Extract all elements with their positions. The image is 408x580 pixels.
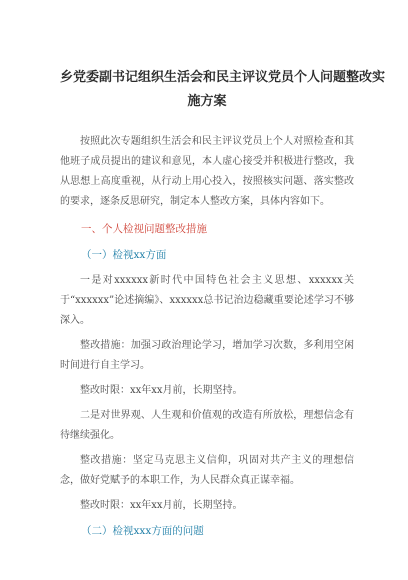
document-body	[60, 132, 354, 541]
intro-paragraph: 按照此次专题组织生活会和民主评议党员上个人对照检查和其他班子成员提出的建议和意见，本人虚心接受并积极进行整改，我从思想上高度重视，从行动上用心投入，按照核实问题、落实整改的要求，逐条反思研究，制定本人整改方案，具体内容如下。	[60, 136, 354, 207]
subsection-heading-1: （一）检视xx方面	[81, 249, 167, 261]
subsection-heading-2: （二）检视xxx方面的问题	[81, 525, 204, 537]
document-title	[60, 66, 386, 114]
document-title-line-2: 施方案	[187, 94, 227, 109]
item-1-measure: 整改措施：加强习政治理论学习，增加学习次数，多利用空闲时间进行自主学习。	[60, 340, 354, 371]
document-title-line-1: 乡党委副书记组织生活会和民主评议党员个人问题整改实	[60, 70, 386, 85]
item-1-problem: 一是对xxxxxx新时代中国特色社会主义思想、xxxxxx关于“xxxxxx”论述摘编》、xxxxxx总书记治边稳藏重要论述学习不够深入。	[60, 275, 354, 326]
section-heading-1: 一、个人检视问题整改措施	[81, 223, 207, 235]
item-2-problem: 二是对世界观、人生观和价值观的改造有所放松，理想信念有待继续强化。	[60, 410, 354, 441]
item-2-deadline: 整改时限：xx年xx月前，长期坚持。	[80, 500, 243, 511]
item-1-deadline: 整改时限：xx年xx月前，长期坚持。	[80, 385, 243, 396]
item-2-measure: 整改措施：坚定马克思主义信仰，巩固对共产主义的理想信念，做好党赋予的本职工作，为人民群众真正谋幸福。	[60, 455, 354, 486]
